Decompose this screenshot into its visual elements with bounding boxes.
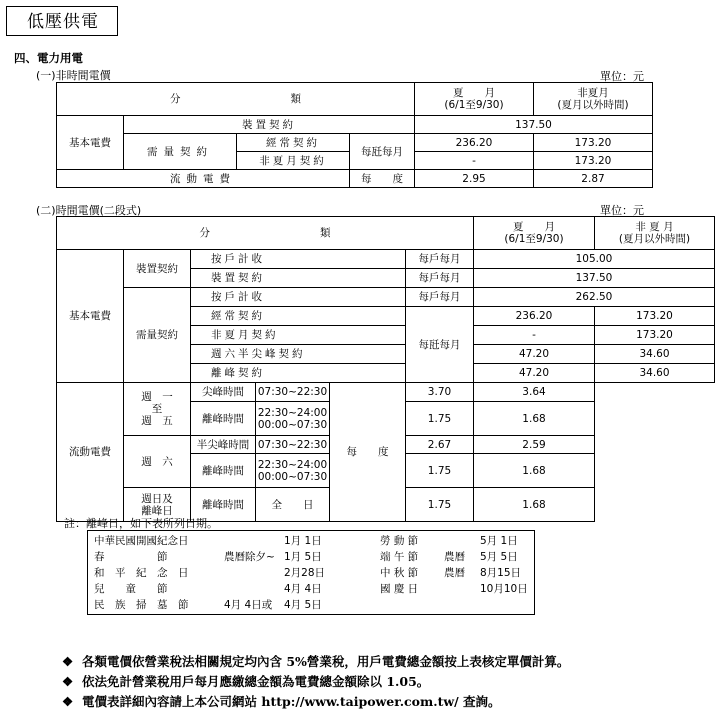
basic-fee-label: 基本電費 (57, 250, 124, 383)
nonsummer-contract-nonsummer: 173.20 (595, 326, 715, 345)
per-household2-value: 262.50 (474, 288, 715, 307)
weekday-offpeak-nonsummer: 1.68 (474, 402, 595, 436)
holiday-row: 春 節 農曆除夕~ 1月 5日 端 午 節 農曆 5月 5日 (94, 551, 518, 563)
regular-contract-label: 經常契約 (191, 307, 406, 326)
table-non-time-rate (56, 82, 653, 188)
sunday-summer: 1.75 (406, 488, 474, 522)
table1-caption: (一)非時間電價 (36, 69, 111, 82)
holiday-row: 中華民國開國紀念日 1月 1日 勞 動 節 5月 1日 (94, 535, 518, 547)
holiday-note: 註：離峰日，如下表所列日期。 (64, 517, 218, 530)
page-title: 低壓供電 (6, 6, 118, 36)
install-group-label: 裝置契約 (124, 250, 191, 288)
saturday-label: 週 六 (124, 436, 191, 488)
nonsummer-contract-summer: - (474, 326, 595, 345)
sunday-offpeak-label: 離峰時間 (191, 488, 256, 522)
weekday-offpeak-summer: 1.75 (406, 402, 474, 436)
offpeak-time: 22:30~24:00 00:00~07:30 (256, 402, 330, 436)
per-household-label: 按戶計收 (191, 250, 406, 269)
header-category: 分 類 (57, 217, 474, 250)
offpeak-contract-label: 離峰契約 (191, 364, 406, 383)
regular-contract-label: 經常契約 (237, 134, 350, 152)
weekday-peak-nonsummer: 3.64 (474, 383, 595, 402)
install-contract-value: 137.50 (415, 116, 653, 134)
weekday-label: 週 一 至 週 五 (124, 383, 191, 436)
weekday-peak-summer: 3.70 (406, 383, 474, 402)
sunday-offday-label: 週日及 離峰日 (124, 488, 191, 522)
install-contract-value: 137.50 (474, 269, 715, 288)
sat-offpeak-time: 22:30~24:00 00:00~07:30 (256, 454, 330, 488)
holiday-row: 兒 童 節 4月 4日 國 慶 日 10月10日 (94, 583, 528, 595)
header-nonsummer: 非夏月 (夏月以外時間) (534, 83, 653, 116)
sat-offpeak-nonsummer: 1.68 (474, 454, 595, 488)
flow-summer: 2.95 (415, 170, 534, 188)
header-summer: 夏 月 (6/1至9/30) (415, 83, 534, 116)
demand-group-label: 需量契約 (124, 288, 191, 383)
basic-fee-label: 基本電費 (57, 116, 124, 170)
regular-nonsummer: 173.20 (595, 307, 715, 326)
offpeak-contract-nonsummer: 34.60 (595, 364, 715, 383)
per-household-unit: 每戶每月 (406, 250, 474, 269)
bullet-tax: ❖ 各類電價依營業稅法相關規定均內含 5%營業稅，用戶電費總金額按上表核定單價計算。 (62, 654, 570, 669)
bullet-exempt: ❖ 依法免計營業稅用戶每月應繳總金額為電費總金額除以 1.05。 (62, 674, 430, 689)
flow-fee-label: 流動電費 (57, 383, 124, 522)
table1-unit: 單位：元 (600, 70, 644, 83)
holiday-row: 民 族 掃 墓 節 4月 4日或 4月 5日 (94, 599, 322, 611)
regular-nonsummer: 173.20 (534, 134, 653, 152)
bullet-website: ❖ 電價表詳細內容請上本公司網站 http://www.taipower.com.tw/ 查詢。 (62, 694, 501, 709)
allday-label: 全 日 (256, 488, 330, 522)
table2-unit: 單位：元 (600, 204, 644, 217)
sat-semi-contract-label: 週六半尖峰契約 (191, 345, 406, 364)
peak-time: 07:30~22:30 (256, 383, 330, 402)
diamond-bullet-icon: ❖ (62, 654, 74, 669)
install-contract-label: 裝置契約 (191, 269, 406, 288)
table-time-rate (56, 216, 715, 522)
sat-offpeak-summer: 1.75 (406, 454, 474, 488)
install-contract-label: 裝置契約 (124, 116, 415, 134)
header-nonsummer: 非 夏 月 (夏月以外時間) (595, 217, 715, 250)
per-household-value: 105.00 (474, 250, 715, 269)
regular-summer: 236.20 (415, 134, 534, 152)
sat-semi-contract-summer: 47.20 (474, 345, 595, 364)
nonsummer-contract-label: 非夏月契約 (237, 152, 350, 170)
semi-peak-label: 半尖峰時間 (191, 436, 256, 454)
flow-nonsummer: 2.87 (534, 170, 653, 188)
diamond-bullet-icon: ❖ (62, 694, 74, 709)
header-summer: 夏 月 (6/1至9/30) (474, 217, 595, 250)
sat-semi-summer: 2.67 (406, 436, 474, 454)
nonsummer-contract-nonsummer: 173.20 (534, 152, 653, 170)
holiday-table (87, 530, 535, 615)
holiday-row: 和 平 紀 念 日 2月28日 中 秋 節 農曆 8月15日 (94, 567, 522, 579)
sat-semi-contract-nonsummer: 34.60 (595, 345, 715, 364)
table2-caption: (二)時間電價(二段式) (36, 204, 142, 217)
header-category: 分 類 (57, 83, 415, 116)
flow-fee-label: 流動電費 (57, 170, 350, 188)
per-kw-unit: 每瓩每月 (350, 134, 415, 170)
per-kw-unit: 每瓩每月 (406, 307, 474, 383)
install-contract-unit: 每戶每月 (406, 269, 474, 288)
regular-summer: 236.20 (474, 307, 595, 326)
offpeak-contract-summer: 47.20 (474, 364, 595, 383)
semi-peak-time: 07:30~22:30 (256, 436, 330, 454)
per-kwh-unit: 每 度 (330, 383, 406, 522)
sunday-nonsummer: 1.68 (474, 488, 595, 522)
nonsummer-contract-label: 非夏月契約 (191, 326, 406, 345)
nonsummer-contract-summer: - (415, 152, 534, 170)
per-household2-label: 按戶計收 (191, 288, 406, 307)
sat-offpeak-label: 離峰時間 (191, 454, 256, 488)
demand-contract-label: 需量契約 (124, 134, 237, 170)
per-kwh-unit: 每 度 (350, 170, 415, 188)
per-household2-unit: 每戶每月 (406, 288, 474, 307)
section-heading: 四、電力用電 (14, 51, 83, 65)
peak-label: 尖峰時間 (191, 383, 256, 402)
diamond-bullet-icon: ❖ (62, 674, 74, 689)
offpeak-label: 離峰時間 (191, 402, 256, 436)
sat-semi-nonsummer: 2.59 (474, 436, 595, 454)
